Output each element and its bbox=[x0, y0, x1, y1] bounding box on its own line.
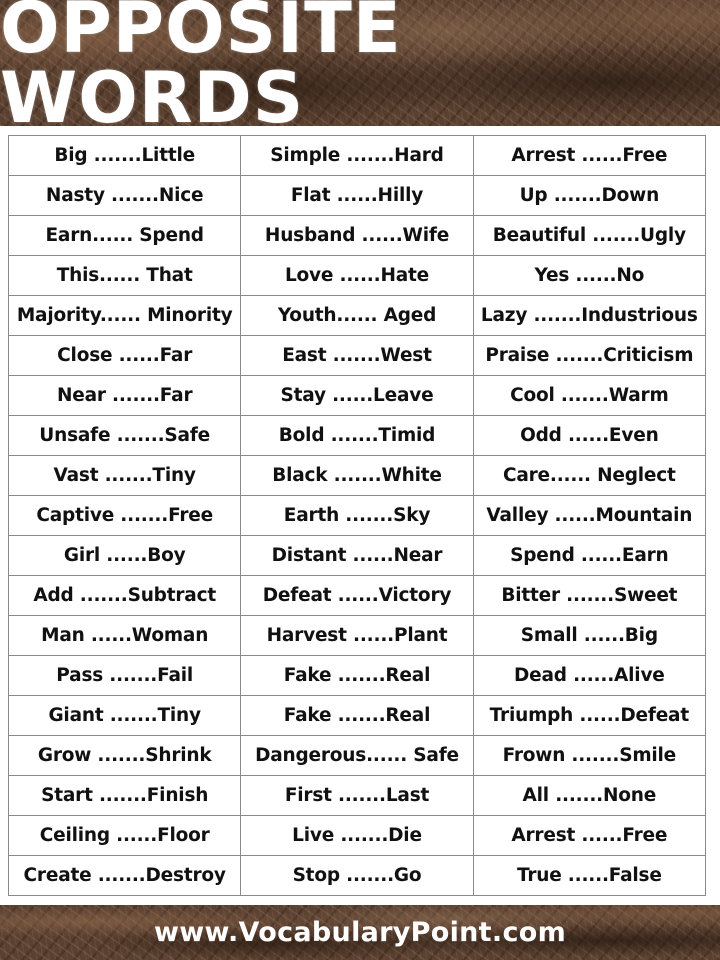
word-pair-cell: Fake .......Real bbox=[241, 696, 473, 736]
table-row bbox=[9, 376, 706, 416]
word-pair-cell: Harvest ......Plant bbox=[241, 616, 473, 656]
word-pair-cell: Beautiful .......Ugly bbox=[473, 216, 705, 256]
word-pair-cell: Vast .......Tiny bbox=[9, 456, 241, 496]
word-pair-cell: Love ......Hate bbox=[241, 256, 473, 296]
word-pair-cell: Man ......Woman bbox=[9, 616, 241, 656]
word-pair-cell: Girl ......Boy bbox=[9, 536, 241, 576]
table-row bbox=[9, 496, 706, 536]
table-row bbox=[9, 136, 706, 176]
word-pair-cell: Flat ......Hilly bbox=[241, 176, 473, 216]
word-pair-cell: Odd ......Even bbox=[473, 416, 705, 456]
word-pair-cell: Arrest ......Free bbox=[473, 816, 705, 856]
word-pair-cell: First .......Last bbox=[241, 776, 473, 816]
page-title: OPPOSITE WORDS bbox=[0, 0, 402, 139]
word-pair-cell: This...... That bbox=[9, 256, 241, 296]
word-pair-cell: Up .......Down bbox=[473, 176, 705, 216]
word-pair-cell: Frown .......Smile bbox=[473, 736, 705, 776]
word-pair-cell: Dead ......Alive bbox=[473, 656, 705, 696]
footer-banner bbox=[0, 905, 720, 960]
table-row bbox=[9, 696, 706, 736]
word-pair-cell: Nasty .......Nice bbox=[9, 176, 241, 216]
opposite-words-table bbox=[8, 135, 706, 896]
word-pair-cell: Valley ......Mountain bbox=[473, 496, 705, 536]
word-pair-cell: Near .......Far bbox=[9, 376, 241, 416]
word-pair-cell: East .......West bbox=[241, 336, 473, 376]
word-pair-cell: Live .......Die bbox=[241, 816, 473, 856]
word-pair-cell: Start .......Finish bbox=[9, 776, 241, 816]
table-row bbox=[9, 296, 706, 336]
header-banner bbox=[0, 0, 720, 139]
word-pair-cell: Earn...... Spend bbox=[9, 216, 241, 256]
word-pair-cell: Spend ......Earn bbox=[473, 536, 705, 576]
word-pair-cell: Unsafe .......Safe bbox=[9, 416, 241, 456]
word-pair-cell: Cool .......Warm bbox=[473, 376, 705, 416]
word-pair-cell: Close ......Far bbox=[9, 336, 241, 376]
word-pair-cell: Create .......Destroy bbox=[9, 856, 241, 896]
word-pair-cell: Care...... Neglect bbox=[473, 456, 705, 496]
word-pair-cell: Youth...... Aged bbox=[241, 296, 473, 336]
word-pair-cell: Arrest ......Free bbox=[473, 136, 705, 176]
word-pair-cell: Grow .......Shrink bbox=[9, 736, 241, 776]
word-table-container bbox=[8, 135, 706, 896]
word-pair-cell: Stay ......Leave bbox=[241, 376, 473, 416]
word-pair-cell: Lazy .......Industrious bbox=[473, 296, 705, 336]
word-pair-cell: Add .......Subtract bbox=[9, 576, 241, 616]
table-row bbox=[9, 616, 706, 656]
website-url: www.VocabularyPoint.com bbox=[153, 917, 567, 948]
table-row bbox=[9, 816, 706, 856]
word-pair-cell: Earth .......Sky bbox=[241, 496, 473, 536]
word-pair-cell: Big .......Little bbox=[9, 136, 241, 176]
table-row bbox=[9, 256, 706, 296]
word-pair-cell: Husband ......Wife bbox=[241, 216, 473, 256]
table-row bbox=[9, 856, 706, 896]
word-table-body bbox=[9, 136, 706, 896]
word-pair-cell: Majority...... Minority bbox=[9, 296, 241, 336]
word-pair-cell: Praise .......Criticism bbox=[473, 336, 705, 376]
table-row bbox=[9, 536, 706, 576]
word-pair-cell: Small ......Big bbox=[473, 616, 705, 656]
word-pair-cell: Yes ......No bbox=[473, 256, 705, 296]
table-row bbox=[9, 776, 706, 816]
word-pair-cell: Dangerous...... Safe bbox=[241, 736, 473, 776]
word-pair-cell: Defeat ......Victory bbox=[241, 576, 473, 616]
word-pair-cell: Fake .......Real bbox=[241, 656, 473, 696]
word-pair-cell: Bold .......Timid bbox=[241, 416, 473, 456]
word-pair-cell: Ceiling ......Floor bbox=[9, 816, 241, 856]
table-row bbox=[9, 216, 706, 256]
word-pair-cell: Stop .......Go bbox=[241, 856, 473, 896]
word-pair-cell: Captive .......Free bbox=[9, 496, 241, 536]
word-pair-cell: All .......None bbox=[473, 776, 705, 816]
word-pair-cell: Black .......White bbox=[241, 456, 473, 496]
word-pair-cell: Triumph ......Defeat bbox=[473, 696, 705, 736]
table-row bbox=[9, 656, 706, 696]
table-row bbox=[9, 576, 706, 616]
word-pair-cell: True ......False bbox=[473, 856, 705, 896]
word-pair-cell: Simple .......Hard bbox=[241, 136, 473, 176]
word-pair-cell: Bitter .......Sweet bbox=[473, 576, 705, 616]
table-row bbox=[9, 176, 706, 216]
table-row bbox=[9, 736, 706, 776]
word-pair-cell: Giant .......Tiny bbox=[9, 696, 241, 736]
table-row bbox=[9, 456, 706, 496]
table-row bbox=[9, 416, 706, 456]
table-row bbox=[9, 336, 706, 376]
word-pair-cell: Distant ......Near bbox=[241, 536, 473, 576]
word-pair-cell: Pass .......Fail bbox=[9, 656, 241, 696]
